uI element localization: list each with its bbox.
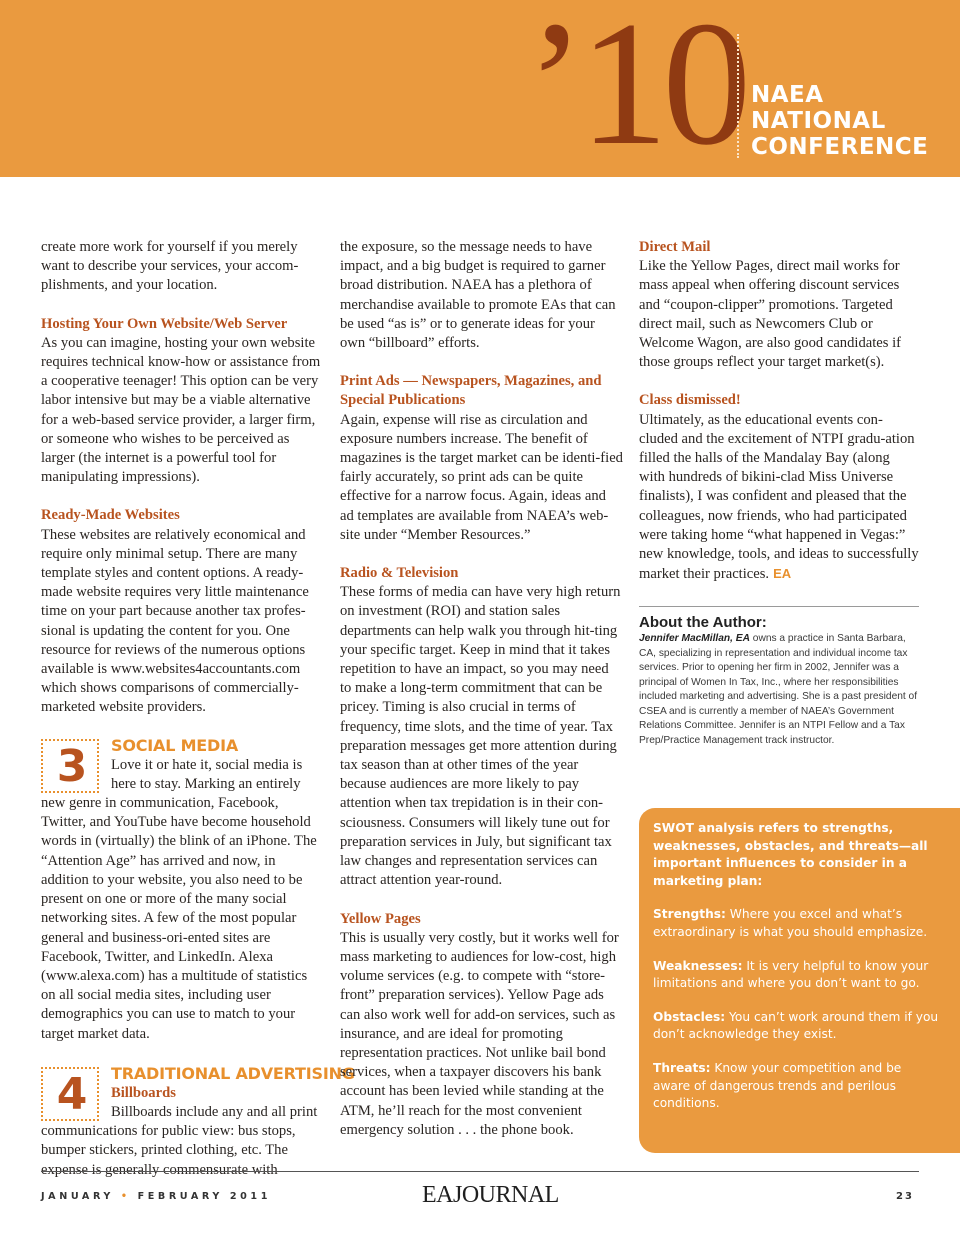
section-number-box <box>41 1067 99 1121</box>
section-number: 4 <box>56 1068 88 1120</box>
issue-month: JANUARY <box>41 1191 114 1202</box>
section-heading: Radio & Television <box>340 565 459 582</box>
swot-text: Know your competition and be aware of dangerous trends and perilous conditions. <box>653 1060 902 1111</box>
paragraph: These forms of media can have very high return on investment (ROI) and station sales departments can help walk you through hit-ting your specific target. Keep in mind that it takes repetition to have an impact, so you may need to make a long-term commitment that can be pricey. Timing is also crucial in terms of frequency, time slots, and the time of year. Tax preparation messages get more attention during tax season than at other times of the year because audiences are more likely to pay attention when tax trepidation is in their con-sciousness. Consumers will likely tune out for preparation services in July, but significant tax law changes and representation services can attract attention year-round. <box>340 584 621 889</box>
paragraph: As you can imagine, hosting your own website requires technical know-how or assistance from a cooperative teenager! This option can be very labor intensive but may be a viable alternative for a web-based service provider, a larger firm, or someone who wishes to be perceived as larger (the internet is a powerful tool for manipulating impressions). <box>41 334 321 486</box>
author-heading: About the Author: <box>639 614 767 632</box>
year-mark: ’10 <box>526 0 746 182</box>
conference-line: CONFERENCE <box>751 134 929 160</box>
paragraph: create more work for yourself if you merely want to describe your services, your accom-plishments, and your location. <box>41 239 299 294</box>
swot-term: Strengths: <box>653 907 726 922</box>
swot-term: Threats: <box>653 1060 711 1075</box>
paragraph-text: Ultimately, as the educational events con-cluded and the excitement of NTPI gradu-ation filled the halls of the Mandalay Bay (along with hundreds of bikini-clad Miss Universe finalists), I was confident and pleased that the colleagues, now friends, who had participated were taking home “what happened in Vegas:” new knowledge, tools, and ideas to successfully market their practices. <box>639 411 919 583</box>
paragraph: the exposure, so the message needs to have impact, and a big budget is required to garner broad distribution. NAEA has a plethora of merchandise available to promote EAs that can be used “as is” or to generate ideas for your own “billboard” efforts. <box>340 239 616 352</box>
swot-term: Obstacles: <box>653 1009 726 1024</box>
swot-item <box>653 1060 942 1113</box>
section-title: TRADITIONAL ADVERTISING <box>111 1063 355 1083</box>
section-heading: Yellow Pages <box>340 910 421 927</box>
swot-text: Where you excel and what’s extraordinary is what you should emphasize. <box>653 907 928 939</box>
paragraph <box>639 411 919 585</box>
issue-date <box>41 1191 271 1202</box>
paragraph: Love it or hate it, social media is here to stay. Marking an entirely new genre in communication, Facebook, Twitter, and YouTube have become household words in (virtually) the blink of an iPhone. The “Attention Age” has arrived and now, in addition to your website, you also need to be present on one or more of the many social networking sites. A few of the most popular general and business-ori-ented sites are Facebook, Twitter, and LinkedIn. Alexa (www.alexa.com) has a multitude of statistics on all social media sites, including user demographics you can use to match to your target market data. <box>41 756 317 1042</box>
author-bio <box>639 632 919 748</box>
paragraph: Like the Yellow Pages, direct mail works for mass appeal when offering discount services and “coupon-clipper” promotions. Targeted direct mail, such as Newcomers Club or Welcome Wagon, are also good candidates if those groups reflect your target market(s). <box>639 258 902 371</box>
swot-item <box>653 958 942 993</box>
author-divider <box>639 606 919 607</box>
date-separator: • <box>120 1191 131 1202</box>
header-divider <box>737 34 739 158</box>
paragraph: Billboards include any and all print communications for public view: bus stops, bumper stickers, printed clothing, etc. The expense is generally commensurate with <box>41 1103 318 1178</box>
swot-lead: SWOT analysis refers to strengths, weaknesses, obstacles, and threats—all important influences to consider in a marketing plan: <box>653 821 928 888</box>
column-2 <box>340 238 623 1140</box>
header-band <box>0 0 960 182</box>
section-heading: Class dismissed! <box>639 392 741 409</box>
conference-title <box>751 82 928 160</box>
footer-divider <box>41 1171 919 1172</box>
section-heading: Hosting Your Own Website/Web Server <box>41 315 288 332</box>
section-heading: Print Ads — Newspapers, Magazines, and Special Publications <box>340 373 602 409</box>
section-number: 3 <box>56 740 88 792</box>
issue-month-year: FEBRUARY 2011 <box>137 1191 271 1202</box>
paragraph: Again, expense will rise as circulation and exposure numbers increase. The benefit of magazines is the target market can be identi-fied fairly accurately, so print ads can be quite effective for a narrow focus. Again, ideas and ad templates are available from NAEA’s web-site under “Member Resources.” <box>340 411 623 543</box>
swot-sidebar <box>639 808 960 1153</box>
swot-item <box>653 906 942 941</box>
section-heading: Ready-Made Websites <box>41 507 180 524</box>
section-heading: Direct Mail <box>639 239 711 255</box>
section-traditional-advertising <box>41 1063 355 1180</box>
section-social-media <box>41 736 321 1044</box>
author-name: Jennifer MacMillan, EA <box>639 633 750 645</box>
column-3 <box>639 238 919 748</box>
paragraph: This is usually very costly, but it works well for mass marketing to audiences for low-cost, high volume services (e.g. to compete with “store-front” preparation services). Yellow Page ads can also work well for add-on services, such as insurance, and are ideal for promoting representation practices. Not unlike bail bond services, when a taxpayer discovers his bank account has been levied while standing at the ATM, he’ll reach for the most convenient emergency solution . . . the phone book. <box>340 929 619 1138</box>
column-1 <box>41 238 355 1180</box>
author-bio-text: owns a practice in Santa Barbara, CA, specializing in representation and individual income tax services. Prior to opening her firm in 2002, Jennifer was a principal of Women In Tax, Inc., where her responsibilities included marketing and advertising. She is a past president of CSEA and is currently a member of NAEA’s Government Relations Committee. Jennifer is an NTPI Fellow and a Tax Prep/Practice Management track instructor. <box>639 633 918 746</box>
paragraph: These websites are relatively economical and require only minimal setup. There are many template styles and content options. A ready-made website requires very little maintenance time on your part because another tax profes-sional is updating the content for you. One resource for reviews of the numerous options available is www.websites4accountants.com which shows comparisons of commercially-marketed website providers. <box>41 526 309 716</box>
conference-line: NATIONAL <box>751 108 886 134</box>
swot-item <box>653 1009 942 1044</box>
swot-text: It is very helpful to know your limitations and where you don’t want to go. <box>653 958 929 991</box>
swot-text: You can’t work around them if you don’t acknowledge they exist. <box>653 1009 939 1042</box>
conference-line: NAEA <box>751 82 824 108</box>
section-subheading: Billboards <box>111 1084 176 1101</box>
swot-term: Weaknesses: <box>653 958 743 973</box>
section-title: SOCIAL MEDIA <box>111 735 239 755</box>
page-number: 23 <box>896 1191 914 1202</box>
journal-logo: EAJOURNAL <box>422 1182 559 1208</box>
section-number-box <box>41 739 99 793</box>
end-mark: EA <box>773 566 792 582</box>
